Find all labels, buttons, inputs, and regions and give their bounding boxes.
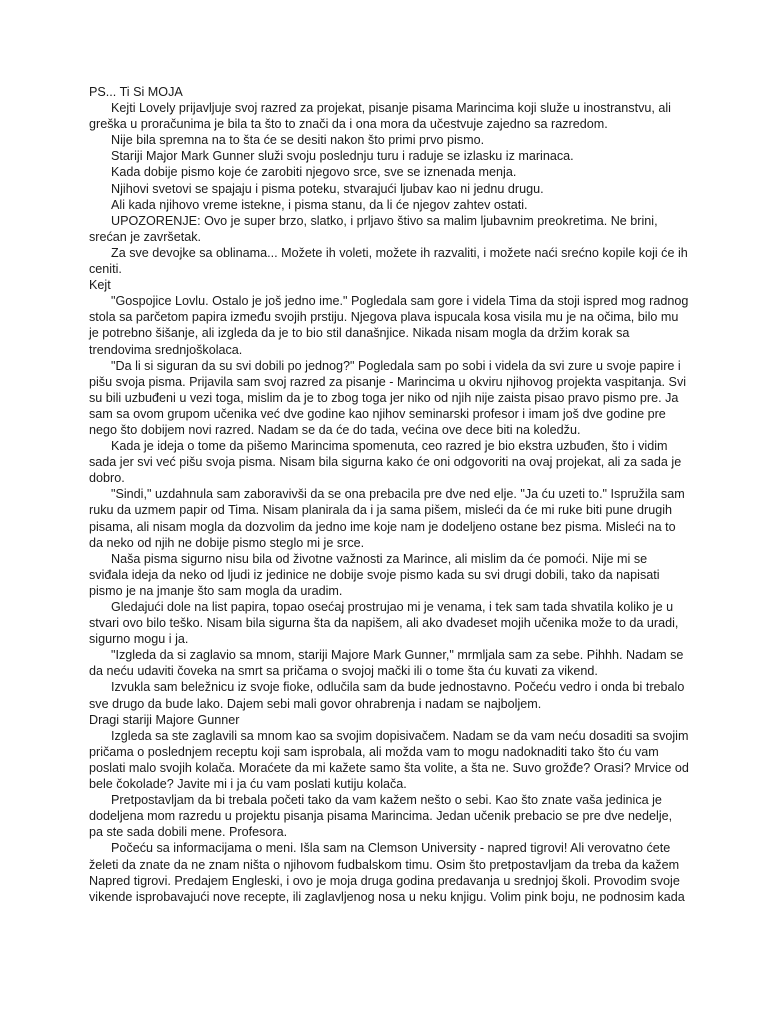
body-paragraph: Kejti Lovely prijavljuje svoj razred za projekat, pisanje pisama Marincima koji služe u inostranstvu, ali greška u proračunima je bila ta što to znači da i ona mora da učestvuje zajedno sa razredom. [89,101,671,132]
body-paragraph: Stariji Major Mark Gunner služi svoju poslednju turu i raduje se izlasku iz marinaca. [111,149,574,164]
body-paragraph: Naša pisma sigurno nisu bila od životne važnosti za Marince, ali mislim da će pomoći. Nije mi se sviđala ideja da neko od ljudi iz jedinice ne dobije svoje pismo kada su svi drugi dobili, tako da napisati pismo je na jmanje što sam mogla da uradim. [89,551,660,598]
document-title: PS... Ti Si MOJA [89,85,183,99]
body-paragraph: Nije bila spremna na to šta će se desiti nakon što primi prvo pismo. [111,133,485,148]
body-paragraph: "Sindi," uzdahnula sam zaboravivši da se ona prebacila pre dve ned elje. "Ja ću uzeti to." Ispružila sam ruku da uzmem papir od Tima. Nisam planirala da i ja sama pišem, misleći da će mi ruke biti pune drugih pisama, ali nisam mogla da dozvolim da jedno ime koje nam je dodeljeno ostane bez pisma. Misleći na to da neko od njih ne dobije pismo steglo mi je srce. [89,487,685,550]
document-page [89,84,689,905]
body-paragraph: Gledajući dole na list papira, topao osećaj prostrujao mi je venama, i tek sam tada shvatila koliko je u stvari ovo bilo teško. Nisam bila sigurna šta da napišem, ali ako dvadeset mojih učenika može to da uradi, sigurno mogu i ja. [89,600,679,647]
section-heading: Kejt [89,278,111,293]
section-heading: Dragi stariji Majore Gunner [89,712,240,727]
body-paragraph: "Gospojice Lovlu. Ostalo je još jedno ime." Pogledala sam gore i videla Tima da stoji ispred mog radnog stola sa parčetom papira između svojih prstiju. Njegova plava ispucala kosa visila mu je na očima, bilo mu je potrebno šišanje, ali izgleda da je to bio stil današnjice. Nikada nisam mogla da držim korak sa trendovima srednjoškolaca. [89,294,689,357]
body-paragraph: Za sve devojke sa oblinama... Možete ih voleti, možete ih razvaliti, i možete naći srećno kopile koji će ih ceniti. [89,245,688,277]
document-body [89,100,689,905]
body-paragraph: Kada dobije pismo koje će zarobiti njegovo srce, sve se iznenada menja. [111,165,517,180]
body-paragraph: UPOZORENJE: Ovo je super brzo, slatko, i prljavo štivo sa malim ljubavnim preokretima. Ne brini, srećan je završetak. [89,213,658,244]
body-paragraph: Kada je ideja o tome da pišemo Marincima spomenuta, ceo razred je bio ekstra uzbuđen, što i vidim sada jer svi već pišu svoja pisma. Nisam bila sigurna kako će oni odgovoriti na ovaj projekat, ali za sada je dobro. [89,439,682,486]
body-paragraph: "Izgleda da si zaglavio sa mnom, stariji Majore Mark Gunner," mrmljala sam za sebe. Pihhh. Nadam se da neću udaviti čoveka na smrt sa pričama o svojoj mački ili o tome šta ću kuvati za vikend. [89,648,684,679]
body-paragraph: Ali kada njihovo vreme istekne, i pisma stanu, da li će njegov zahtev ostati. [111,197,528,212]
body-paragraph: "Da li si siguran da su svi dobili po jednog?" Pogledala sam po sobi i videla da svi zure u svoje papire i pišu svoja pisma. Prijavila sam svoj razred za pisanje - Marincima u okviru njihovog projekta vaspitanja. Svi su bili uzbuđeni u vezi toga, mislim da je to zbog toga jer niko od njih nije zaista pisao pravo pismo pre. Ja sam sa ovom grupom učenika već dve godine kao njihov seminarski profesor i imam još dve godine pre nego što dobijem novi razred. Nadam se da će do tada, većina ove dece biti na koledžu. [89,358,687,437]
body-paragraph: Počeću sa informacijama o meni. Išla sam na Clemson University - napred tigrovi! Ali verovatno ćete želeti da znate da ne znam ništa o njihovom fudbalskom timu. Osim što pretpostavljam da treba da kažem Napred tigrovi. Predajem Engleski, i ovo je moja druga godina predavanja u srednjoj školi. Provodim svoje vikende isprobavajući nove recepte, ili zaglavljenog nosa u neku knjigu. Volim pink boju, ne podnosim kada [89,841,685,904]
body-paragraph: Njihovi svetovi se spajaju i pisma poteku, stvarajući ljubav kao ni jednu drugu. [111,181,544,196]
body-paragraph: Izvukla sam beležnicu iz svoje fioke, odlučila sam da bude jednostavno. Počeću vedro i onda bi trebalo sve drugo da bude lako. Dajem sebi mali govor ohrabrenja i nadam se najboljem. [89,680,685,711]
body-paragraph: Pretpostavljam da bi trebala početi tako da vam kažem nešto o sebi. Kao što znate vaša jedinica je dodeljena mom razredu u projektu pisanja pisama Marincima. Jedan učenik prebacio se pre dve nedelje, pa ste sada dobili mene. Profesora. [89,793,673,840]
body-paragraph: Izgleda sa ste zaglavili sa mnom kao sa svojim dopisivačem. Nadam se da vam neću dosaditi sa svojim pričama o poslednjem receptu koji sam isprobala, ali možda vam to mogu nadoknaditi tako što ću vam poslati malo svojih kolača. Moraćete da mi kažete samo šta volite, a šta ne. Suvo grožđe? Orasi? Mrvice od bele čokolade? Javite mi i ja ću vam poslati kutiju kolača. [89,728,689,792]
